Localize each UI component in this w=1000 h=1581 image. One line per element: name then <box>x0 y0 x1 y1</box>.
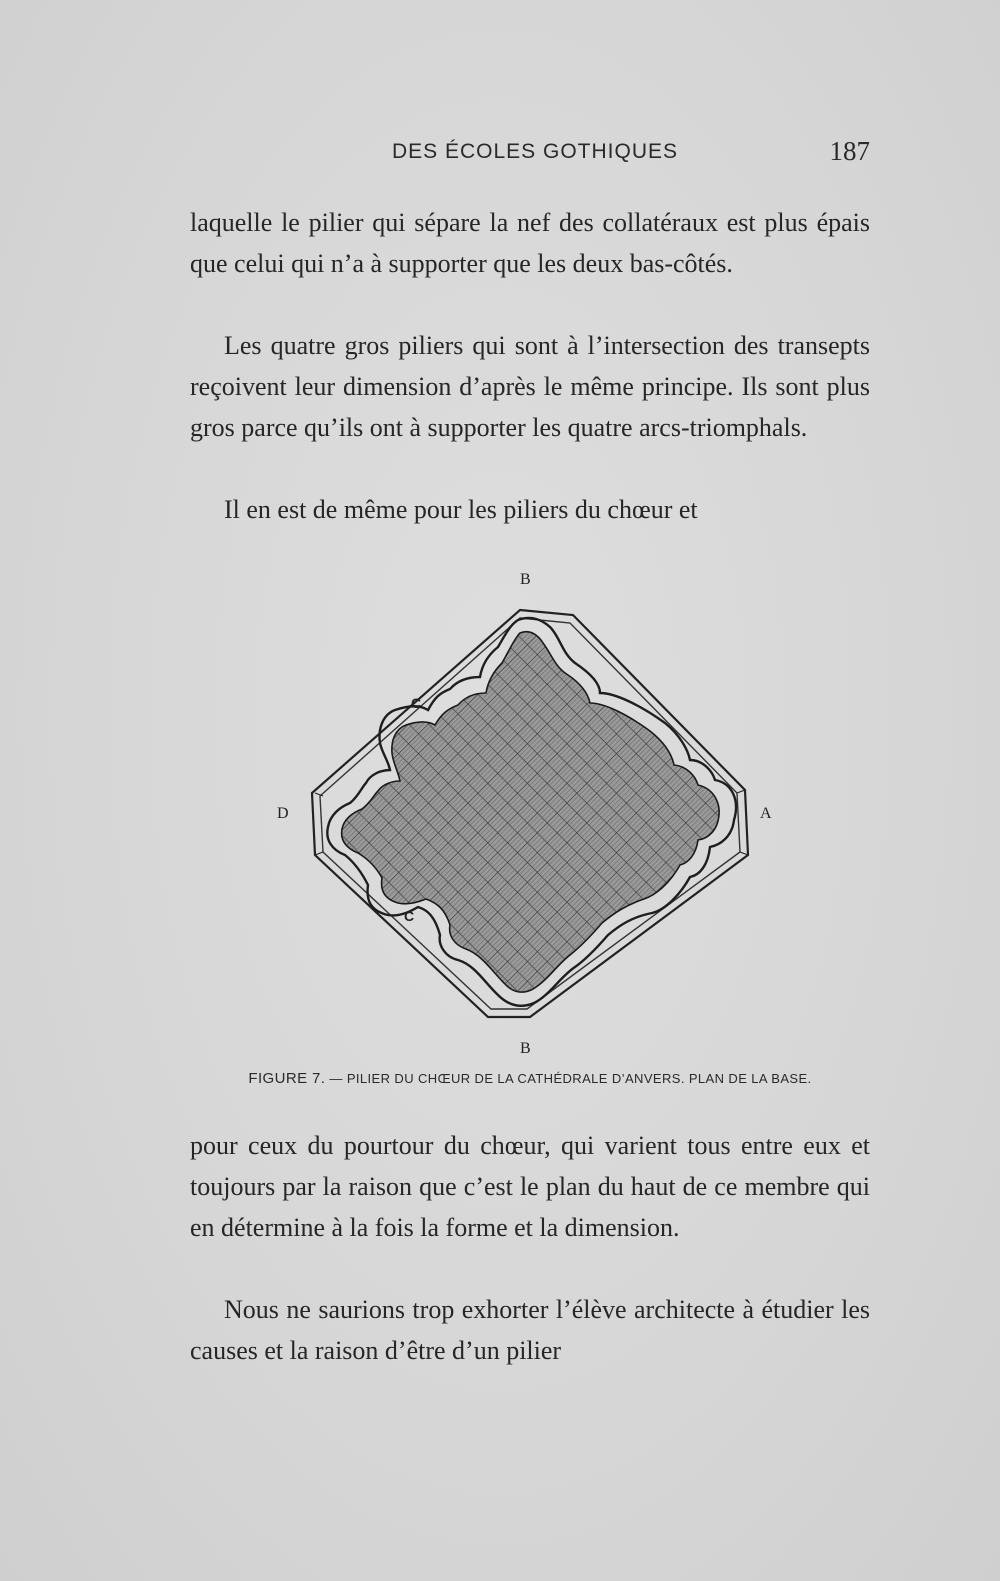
label-c-upper: C <box>411 695 422 711</box>
running-head <box>190 138 870 168</box>
paragraph-5: Nous ne saurions trop exhorter l’élève architecte à étudier les causes et la raison d’être d’un pilier <box>190 1295 870 1365</box>
pillar-core-hatched <box>342 632 719 992</box>
caption-text: PILIER DU CHŒUR DE LA CATHÉDRALE D’ANVERS. PLAN DE LA BASE. <box>346 1071 812 1086</box>
label-d-left: D <box>277 805 289 822</box>
label-b-bottom: B <box>520 1040 531 1057</box>
caption-figure-number: FIGURE 7. <box>248 1070 326 1087</box>
page-number: 187 <box>829 136 870 166</box>
label-c-lower: C <box>404 908 415 924</box>
paragraph-4: pour ceux du pourtour du chœur, qui varient tous entre eux et toujours par la raison que c’est le plan du haut de ce membre qui en détermine à la fois la forme et la dimension. <box>190 1131 870 1242</box>
pillar-plan-drawing <box>270 565 790 1065</box>
caption-dash: — <box>329 1071 343 1086</box>
paragraph-3: Il en est de même pour les piliers du chœur et <box>224 495 698 524</box>
label-b-top: B <box>520 571 531 588</box>
running-title: DES ÉCOLES GOTHIQUES <box>391 140 679 163</box>
pillar-plan-figure <box>270 565 790 1065</box>
paragraph-2: Les quatre gros piliers qui sont à l’intersection des transepts reçoivent leur dimension d’après le même principe. Ils sont plus gros parce qu’ils ont à supporter les quatre arcs-triomphals. <box>190 331 870 442</box>
label-a-right: A <box>760 805 772 822</box>
figure-caption <box>190 1070 870 1087</box>
paragraph-1: laquelle le pilier qui sépare la nef des collatéraux est plus épais que celui qui n’a à supporter que les deux bas-côtés. <box>190 208 870 278</box>
